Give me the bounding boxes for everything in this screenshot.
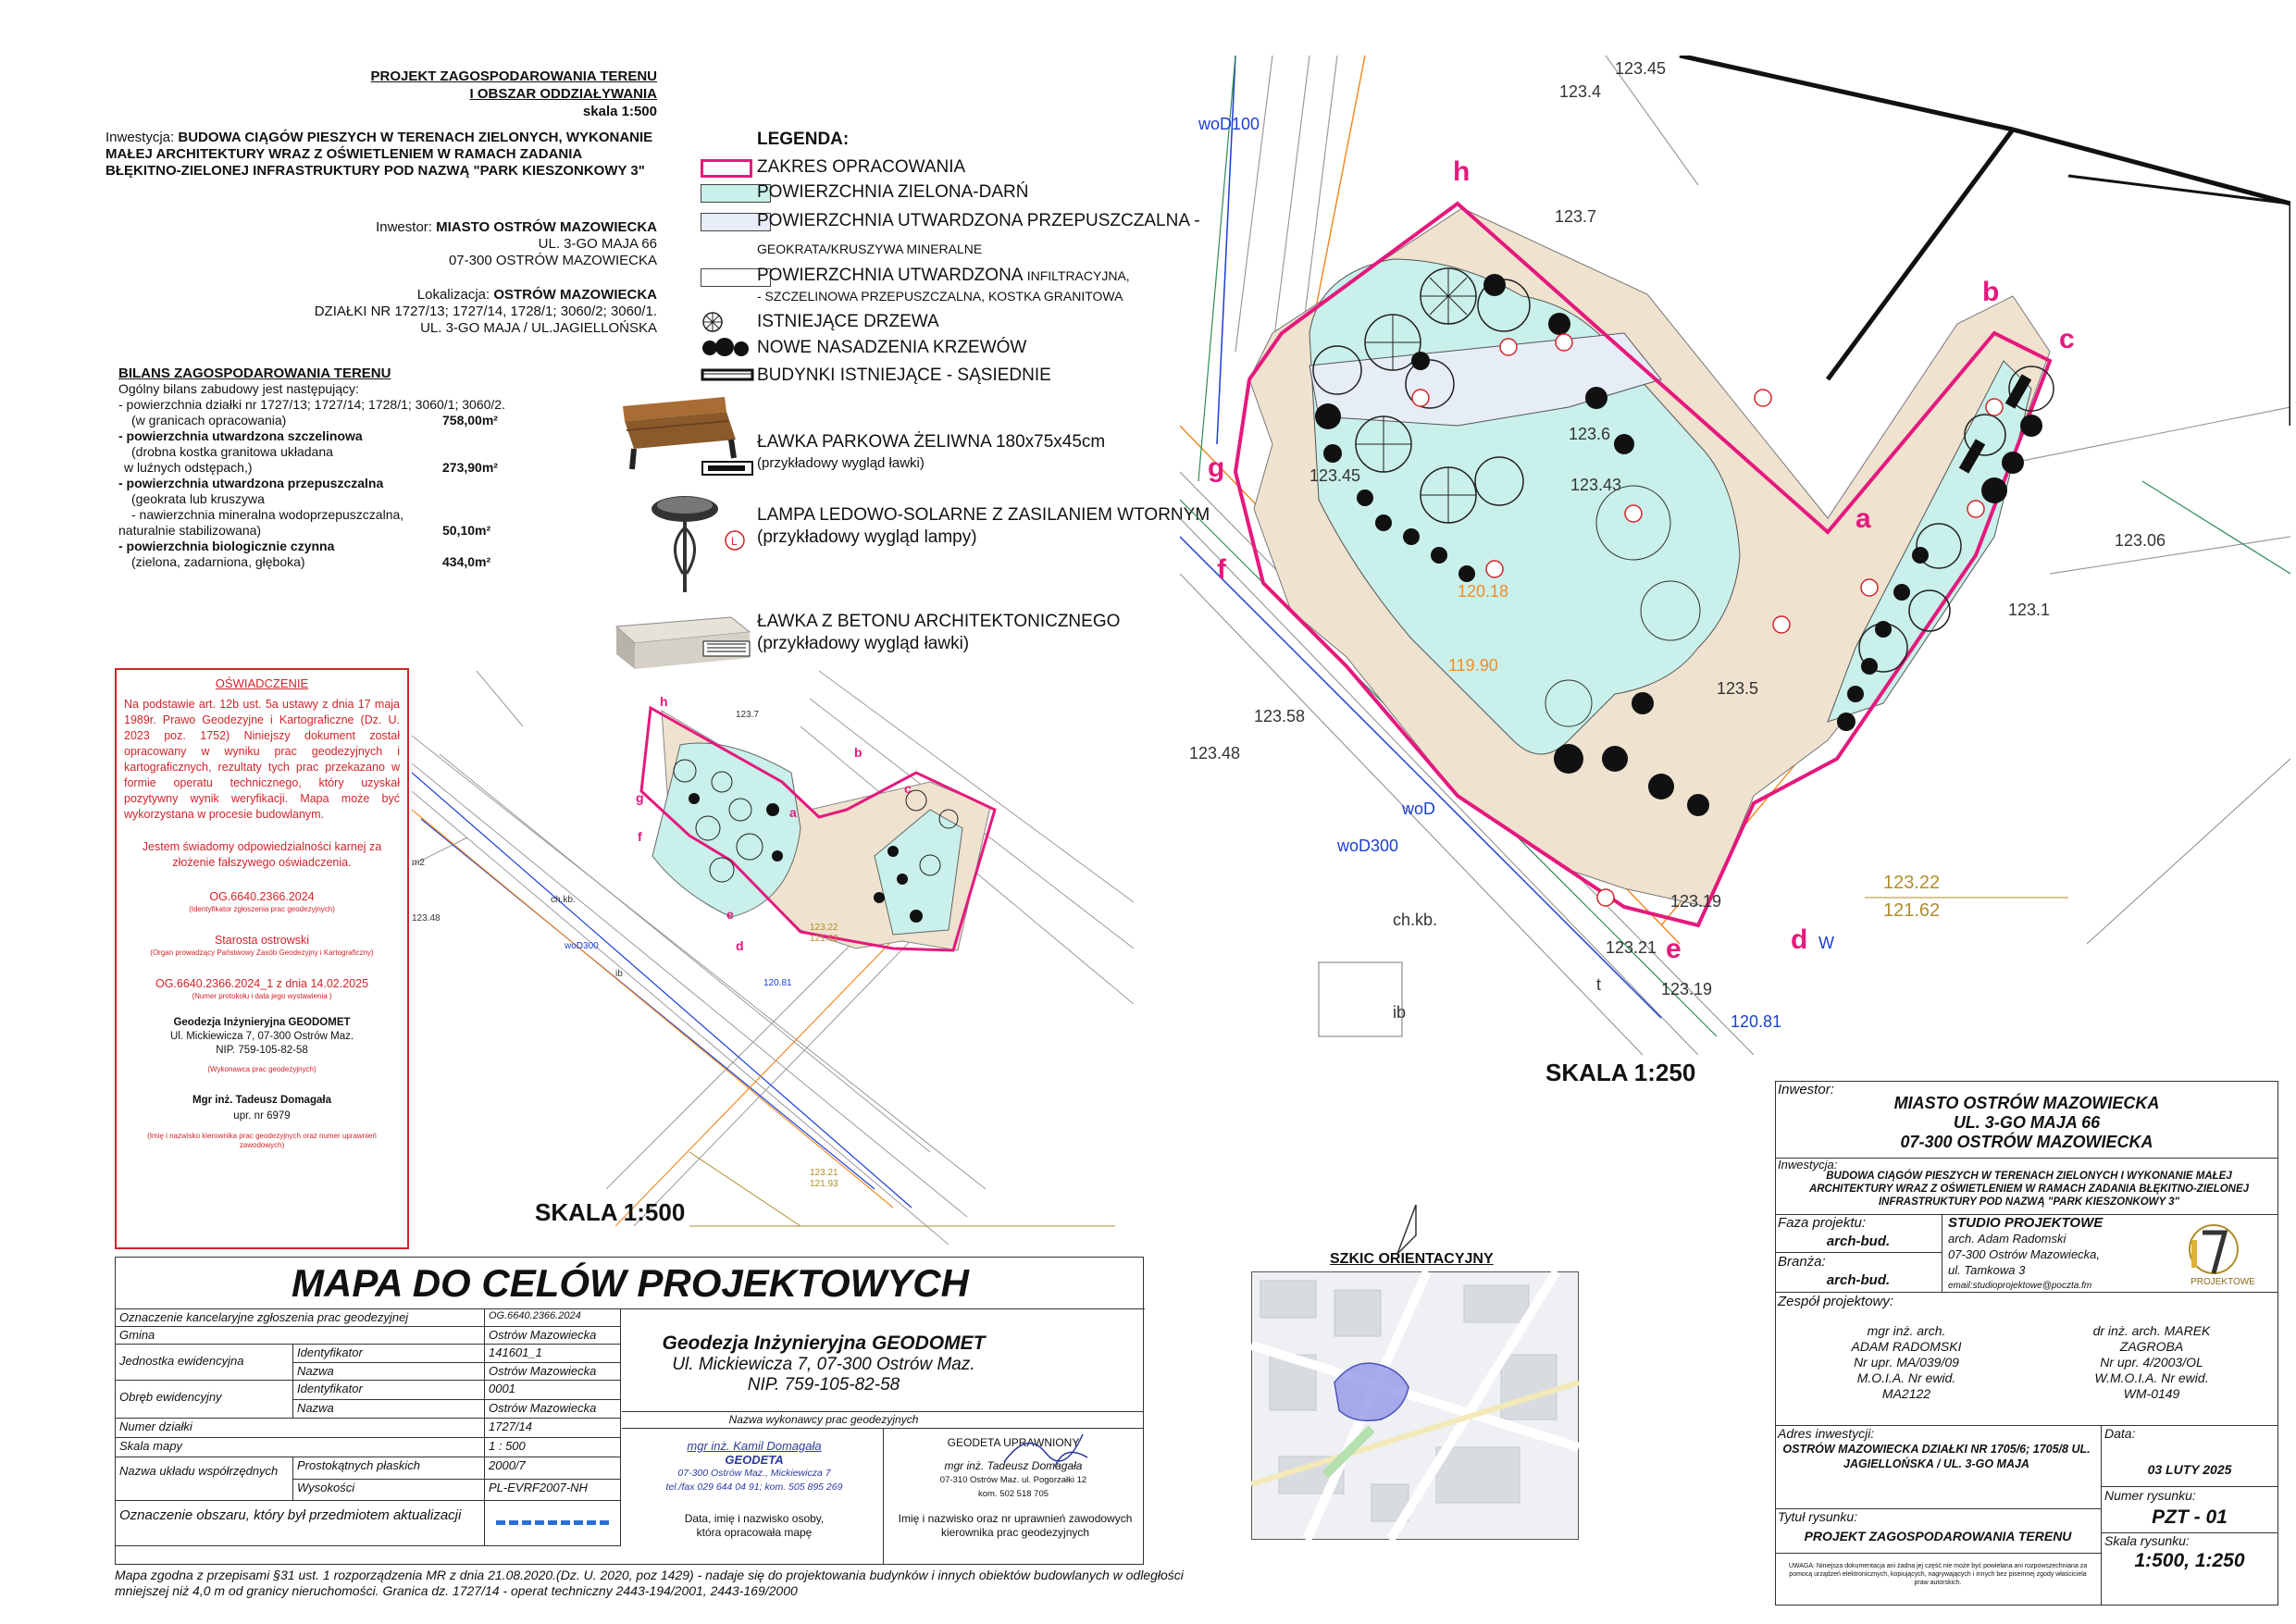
tb-investor-line: UL. 3-GO MAJA 66 — [1953, 1113, 2101, 1132]
tb-studio-line: ul. Tamkowa 3 — [1948, 1263, 2026, 1277]
tb-label: Inwestycja: — [1778, 1158, 1838, 1172]
site-balance — [118, 366, 600, 570]
legend-title: LEGENDA: — [757, 130, 850, 149]
svg-text:ib: ib — [615, 969, 623, 979]
tb-designer-2 — [2045, 1323, 2258, 1402]
svg-text:123.45: 123.45 — [1615, 59, 1667, 78]
balance-intro: Ogólny bilans zabudowy jest następujący: — [118, 381, 359, 396]
tb-designer-line: ADAM RADOMSKI — [1851, 1339, 1962, 1354]
bench-symbol-icon — [701, 459, 756, 477]
svg-text:a: a — [1855, 503, 1871, 534]
tb-label: Numer rysunku: — [2104, 1488, 2196, 1503]
sketch-title: SZKIC ORIENTACYJNY — [1330, 1251, 1494, 1267]
tb-investment: BUDOWA CIĄGÓW PIESZYCH W TERENACH ZIELONYCH I WYKONANIE MAŁEJ ARCHITEKTURY WRAZ Z OŚWIETLENIEM W RAMACH ZADANIA BŁĘKITNO-ZIELONEJ INFRASTRUKTURY POD NAZWĄ "PARK KIESZONKOWY 3" — [1808, 1171, 2250, 1208]
statement-body: Na podstawie art. 12b ust. 5a ustawy z dnia 17 maja 1989r. Prawo Geodezyjne i Kartograficzne (Dz. U. 2023 poz. 1752) Niniejszy dokument został opracowany w wyniku prac geodezyjnych i kartograficznych, rezultaty tych prac przekazano w formie operatu technicznego, który uzyskał pozytywny wynik weryfikacji. Mapa może być wykorzystana w procesie budowlanym. — [124, 698, 400, 821]
tb-label: Inwestor: — [1778, 1082, 1834, 1097]
balance-line: - powierzchnia utwardzona przepuszczalna — [118, 476, 384, 490]
balance-line: - powierzchnia biologicznie czynna — [118, 539, 335, 553]
legend-item: (przykładowy wygląd ławki) — [757, 634, 970, 653]
location-label: Lokalizacja: — [416, 287, 490, 303]
signature-note-1 — [629, 1512, 879, 1540]
svg-text:ch.kb.: ch.kb. — [551, 895, 576, 905]
area-marker-line — [496, 1520, 609, 1525]
legend-item: LAMPA LEDOWO-SOLARNE Z ZASILANIEM WTORNYM — [757, 505, 1210, 525]
svg-text:woD100: woD100 — [1198, 115, 1260, 133]
svg-text:c: c — [904, 781, 912, 796]
building-icon — [701, 366, 756, 385]
table-cell: Oznaczenie obszaru, który był przedmiotem aktualizacji — [115, 1500, 485, 1546]
table-cell: 141601_1 — [484, 1344, 621, 1363]
svg-text:g: g — [636, 790, 644, 805]
tb-designer-line: WM-0149 — [2123, 1386, 2180, 1401]
balance-value: 50,10m² — [442, 523, 491, 538]
table-cell: Jednostka ewidencyjna — [115, 1344, 293, 1381]
investor-name: MIASTO OSTRÓW MAZOWIECKA — [436, 219, 657, 235]
north-arrow-icon — [1379, 1203, 1434, 1258]
statement-note: (Imię i nazwisko kierownika prac geodezyjnych oraz numer uprawnień zawodowych) — [147, 1132, 377, 1149]
legend-item: ŁAWKA PARKOWA ŻELIWNA 180x75x45cm — [757, 432, 1106, 452]
tb-scale: 1:500, 1:250 — [2134, 1550, 2245, 1571]
stamp-line: 07-310 Ostrów Maz. ul. Pogorzałki 12 — [939, 1475, 1087, 1485]
tb-designer-line: M.O.I.A. Nr ewid. — [1856, 1370, 1956, 1385]
svg-text:L: L — [731, 535, 738, 548]
investor-addr1: UL. 3-GO MAJA 66 — [538, 236, 657, 252]
survey-company-note: Nazwa wykonawcy prac geodezyjnych — [728, 1413, 919, 1426]
investment-description — [105, 130, 661, 180]
svg-text:123.22: 123.22 — [810, 923, 838, 933]
tb-label: Branża: — [1778, 1254, 1826, 1270]
legend-item: ZAKRES OPRACOWANIA — [757, 157, 966, 177]
signature-note: która opracowała mapę — [696, 1526, 813, 1539]
tb-label: Faza projektu: — [1778, 1215, 1867, 1231]
svg-text:d: d — [736, 938, 744, 953]
statement-surveyor-perm: upr. nr 6979 — [233, 1110, 291, 1122]
statement-note: (Identyfikator zgłoszenia prac geodezyjnych) — [189, 905, 335, 913]
svg-text:f: f — [638, 829, 642, 844]
svg-text:a: a — [789, 805, 797, 820]
lamp-icon — [648, 490, 722, 597]
table-cell: OG.6640.2366.2024 — [484, 1308, 621, 1327]
svg-text:123.48: 123.48 — [412, 913, 441, 924]
statement-og: OG.6640.2366.2024 — [209, 890, 315, 903]
tb-label: Adres inwestycji: — [1778, 1426, 1875, 1441]
legend-item: GEOKRATA/KRUSZYWA MINERALNE — [757, 242, 983, 256]
stamp-line: mgr inż. Kamil Domagała — [687, 1439, 822, 1453]
site-map-1-500 — [412, 671, 1134, 1245]
table-cell: Nazwa — [292, 1399, 485, 1419]
svg-text:123.58: 123.58 — [1254, 707, 1306, 725]
svg-text:123.21: 123.21 — [1606, 938, 1657, 957]
svg-text:woD300: woD300 — [1337, 837, 1399, 855]
stamp-line: tel./fax 029 644 04 91; kom. 505 895 269 — [665, 1481, 843, 1493]
svg-text:119.90: 119.90 — [1448, 656, 1498, 675]
svg-text:t: t — [1596, 975, 1602, 994]
svg-text:121.62: 121.62 — [810, 934, 838, 944]
table-cell: Identyfikator — [292, 1344, 485, 1363]
tb-investor-line: MIASTO OSTRÓW MAZOWIECKA — [1893, 1094, 2160, 1112]
tb-designer-line: Nr upr. 4/2003/OL — [2100, 1355, 2203, 1370]
legend-item: POWIERZCHNIA UTWARDZONA PRZEPUSZCZALNA - — [757, 211, 1200, 230]
tb-designer-1 — [1805, 1323, 2008, 1402]
table-cell: Ostrów Mazowiecka — [484, 1326, 621, 1345]
location-plots: DZIAŁKI NR 1727/13; 1727/14, 1728/1; 3060/2; 3060/1. — [314, 304, 657, 319]
tb-label: Skala rysunku: — [2104, 1533, 2190, 1548]
svg-text:c: c — [2059, 324, 2075, 354]
legend-item: (przykładowy wygląd lampy) — [757, 527, 977, 547]
legend-item: INFILTRACYJNA, — [1026, 268, 1130, 283]
table-cell: 1 : 500 — [484, 1437, 621, 1457]
tb-phase: arch-bud. — [1826, 1233, 1891, 1249]
table-cell: Nazwa — [292, 1362, 485, 1381]
tb-fine-print: UWAGA: Niniejsza dokumentacja ani żadna jej część nie może być powielana ani rozpowszechniana za pomocą urządzeń elektronicznych, kopiujących, nagrywających i innych bez pisemnej zgody właściciela praw autorskich. — [1788, 1563, 2088, 1586]
statement-note: (Wykonawca prac geodezyjnych) — [207, 1065, 316, 1073]
table-cell: Skala mapy — [115, 1437, 485, 1457]
legend-item: POWIERZCHNIA ZIELONA-DARŃ — [757, 182, 1029, 202]
svg-text:W: W — [1818, 934, 1834, 952]
statement-note: (Numer protokołu i data jego wystawienia ) — [192, 992, 332, 1000]
survey-company-addr: Ul. Mickiewicza 7, 07-300 Ostrów Maz. — [672, 1355, 975, 1374]
legend-item: - SZCZELINOWA PRZEPUSZCZALNA, KOSTKA GRANITOWA — [757, 289, 1123, 304]
survey-company — [629, 1333, 1018, 1395]
svg-text:123.21: 123.21 — [810, 1168, 838, 1178]
svg-text:f: f — [1217, 554, 1226, 585]
table-cell — [484, 1500, 621, 1546]
svg-text:woD300: woD300 — [565, 941, 599, 951]
studio-logo-text: PROJEKTOWE — [2191, 1277, 2255, 1287]
tb-investor-line: 07-300 OSTRÓW MAZOWIECKA — [1900, 1133, 2153, 1151]
svg-text:123.22: 123.22 — [1883, 873, 1941, 893]
svg-text:e: e — [726, 907, 734, 922]
statement-starosta: Starosta ostrowski — [214, 934, 310, 947]
svg-text:e: e — [1666, 934, 1682, 964]
surveyor-stamp-1 — [629, 1439, 879, 1494]
balance-line: - powierzchnia działki nr 1727/13; 1727/14; 1728/1; 3060/1; 3060/2. — [118, 397, 505, 412]
table-cell: PL-EVRF2007-NH — [484, 1479, 621, 1501]
table-cell: Gmina — [115, 1326, 485, 1345]
balance-value: 434,0m² — [442, 554, 491, 569]
survey-company-name: Geodezja Inżynieryjna GEODOMET — [662, 1333, 986, 1354]
tb-branch: arch-bud. — [1826, 1272, 1891, 1288]
investor-label: Inwestor: — [376, 219, 432, 235]
tb-studio-line: arch. Adam Radomski — [1948, 1232, 2066, 1246]
stamp-line: 07-300 Ostrów Maz., Mickiewicza 7 — [677, 1468, 831, 1479]
svg-text:ch.kb.: ch.kb. — [1393, 911, 1438, 929]
survey-company-nip: NIP. 759-105-82-58 — [747, 1375, 900, 1395]
boundary-swatch — [701, 159, 752, 178]
tb-label: Data: — [2104, 1426, 2136, 1441]
svg-text:123.45: 123.45 — [1309, 466, 1361, 485]
tb-designer-line: mgr inż. arch. — [1867, 1323, 1946, 1338]
tb-date: 03 LUTY 2025 — [2147, 1462, 2232, 1477]
table-cell: 0001 — [484, 1380, 621, 1400]
signature-note: kierownika prac geodezyjnych — [940, 1526, 1090, 1539]
signature-note: Imię i nazwisko oraz nr uprawnień zawodowych — [898, 1512, 1133, 1525]
statement-note: (Organ prowadzący Państwowy Zasób Geodezyjny i Kartograficzny) — [150, 948, 374, 957]
site-map-1-250 — [1180, 56, 2290, 1055]
balance-line: (zielona, zadarniona, głęboka) — [131, 554, 305, 569]
tb-drawing-no: PZT - 01 — [2152, 1506, 2228, 1528]
balance-line: - powierzchnia utwardzona szczelinowa — [118, 428, 363, 443]
balance-line: naturalnie stabilizowana) — [118, 523, 262, 538]
legend-item: BUDYNKI ISTNIEJĄCE - SĄSIEDNIE — [757, 366, 1051, 385]
balance-line: - nawierzchnia mineralna wodoprzepuszczalna, — [131, 507, 404, 522]
project-scale: skala 1:500 — [582, 104, 657, 119]
statement-box — [115, 668, 409, 1249]
stamp-line: kom. 502 518 705 — [977, 1489, 1049, 1499]
stamp-line: GEODETA UPRAWNIONY — [947, 1436, 1080, 1449]
tb-studio-line: email:studioprojektowe@poczta.fm — [1948, 1281, 2092, 1291]
tree-icon — [701, 311, 756, 333]
table-cell: Obręb ewidencyjny — [115, 1380, 293, 1419]
svg-text:123.43: 123.43 — [1570, 476, 1622, 494]
table-cell: Prostokątnych płaskich — [292, 1457, 485, 1480]
tb-designer-line: ZAGROBA — [2119, 1339, 2184, 1354]
balance-line: (geokrata lub kruszywa — [131, 491, 265, 506]
tb-studio — [1948, 1215, 2103, 1294]
svg-text:123.06: 123.06 — [2115, 531, 2166, 550]
svg-text:123.7: 123.7 — [1555, 207, 1597, 226]
survey-sheet-title: MAPA DO CELÓW PROJEKTOWYCH — [292, 1261, 969, 1305]
legend-item: NOWE NASADZENIA KRZEWÓW — [757, 338, 1027, 357]
statement-aware: Jestem świadomy odpowiedzialności karnej za złożenie fałszywego oświadczenia. — [142, 840, 382, 869]
tb-studio-line: 07-300 Ostrów Mazowiecka, — [1948, 1247, 2101, 1261]
svg-text:120.81: 120.81 — [1731, 1012, 1782, 1031]
scale-label-500: SKALA 1:500 — [535, 1198, 686, 1226]
orientation-sketch-map — [1251, 1271, 1579, 1540]
svg-text:123.19: 123.19 — [1661, 980, 1713, 998]
investment-label: Inwestycja: — [105, 130, 175, 145]
svg-text:121.93: 121.93 — [810, 1179, 838, 1189]
svg-text:123.4: 123.4 — [1559, 82, 1602, 101]
statement-company: Geodezja Inżynieryjna GEODOMET — [173, 1017, 351, 1028]
svg-text:g: g — [1208, 452, 1225, 483]
table-cell: Nazwa układu współrzędnych — [115, 1457, 293, 1501]
statement-surveyor: Mgr inż. Tadeusz Domagała — [192, 1095, 331, 1106]
svg-text:h: h — [1453, 156, 1471, 187]
stamp-line: mgr inż. Tadeusz Domagała — [944, 1459, 1083, 1472]
svg-text:123.7: 123.7 — [736, 710, 760, 720]
svg-text:120.18: 120.18 — [1458, 582, 1509, 601]
legend-item: POWIERZCHNIA UTWARDZONA — [757, 266, 1023, 285]
project-title: PROJEKT ZAGOSPODAROWANIA TERENU — [370, 68, 657, 84]
tb-investor — [1775, 1094, 2278, 1152]
svg-text:123.6: 123.6 — [1569, 425, 1611, 443]
stamp-line: GEODETA — [725, 1453, 784, 1467]
table-cell: Oznaczenie kancelaryjne zgłoszenia prac geodezyjnej — [115, 1308, 485, 1327]
location-block — [213, 287, 657, 337]
shrub-icon — [701, 336, 756, 360]
tb-designer-line: dr inż. arch. MAREK — [2092, 1323, 2211, 1338]
table-cell: 2000/7 — [484, 1457, 621, 1480]
lamp-symbol-icon — [722, 527, 748, 553]
balance-value: 273,90m² — [442, 460, 498, 475]
tb-designer-line: W.M.O.I.A. Nr ewid. — [2094, 1370, 2209, 1385]
legend-item: ISTNIEJĄCE DRZEWA — [757, 312, 939, 331]
balance-line: (w granicach opracowania) — [131, 413, 287, 428]
tb-label: Zespół projektowy: — [1778, 1294, 1894, 1309]
tb-drawing-title: PROJEKT ZAGOSPODAROWANIA TERENU — [1804, 1529, 2072, 1543]
svg-text:123.5: 123.5 — [1717, 679, 1759, 698]
statement-company-addr: Ul. Mickiewicza 7, 07-300 Ostrów Maz. — [169, 1031, 354, 1042]
balance-title: BILANS ZAGOSPODAROWANIA TERENU — [118, 366, 391, 381]
table-cell: Ostrów Mazowiecka — [484, 1399, 621, 1419]
investor-addr2: 07-300 OSTRÓW MAZOWIECKA — [448, 253, 657, 268]
svg-text:woD: woD — [1402, 800, 1436, 818]
tb-label: Tytuł rysunku: — [1778, 1509, 1858, 1524]
svg-text:121.62: 121.62 — [1883, 900, 1941, 921]
location-name: OSTRÓW MAZOWIECKA — [493, 287, 657, 303]
table-cell: Identyfikator — [292, 1380, 485, 1400]
svg-text:b: b — [854, 745, 863, 760]
svg-text:d: d — [1791, 924, 1808, 955]
tb-designer-line: Nr upr. MA/039/09 — [1854, 1355, 1959, 1370]
balance-value: 758,00m² — [442, 413, 498, 428]
investment-text: BUDOWA CIĄGÓW PIESZYCH W TERENACH ZIELONYCH, WYKONANIE MAŁEJ ARCHITEKTURY WRAZ Z OŚWIETLENIEM W RAMACH ZADANIA BŁĘKITNO-ZIELONEJ INFRASTRUKTURY POD NAZWĄ "PARK KIESZONKOWY 3" — [105, 130, 653, 179]
svg-text:120.81: 120.81 — [763, 978, 792, 988]
signature-note-2 — [887, 1512, 1144, 1540]
svg-text:123.19: 123.19 — [1670, 892, 1722, 911]
scale-label-250: SKALA 1:250 — [1545, 1059, 1696, 1086]
legend-item: (przykładowy wygląd ławki) — [757, 455, 925, 471]
svg-text:123.48: 123.48 — [1189, 744, 1241, 762]
project-subtitle: I OBSZAR ODDZIAŁYWANIA — [469, 86, 657, 102]
investor-block — [213, 219, 657, 269]
statement-company-nip: NIP. 759-105-82-58 — [216, 1045, 308, 1056]
tb-address: OSTRÓW MAZOWIECKA DZIAŁKI NR 1705/6; 1705/8 UL. JAGIELLOŃSKA / UL. 3-GO MAJA — [1782, 1443, 2091, 1470]
tb-designer-line: MA2122 — [1881, 1386, 1931, 1401]
table-cell: 1727/14 — [484, 1418, 621, 1438]
balance-line: w luźnych odstępach,) — [124, 460, 253, 475]
tb-studio-name: STUDIO PROJEKTOWE — [1948, 1215, 2104, 1231]
svg-text:123.1: 123.1 — [2008, 601, 2051, 619]
svg-text:m2: m2 — [412, 858, 425, 868]
balance-line: (drobna kostka granitowa układana — [131, 444, 333, 459]
svg-text:ib: ib — [1393, 1003, 1407, 1022]
concrete-bench-icon — [611, 606, 759, 671]
statement-title: OŚWIADCZENIE — [215, 676, 309, 690]
table-cell: Ostrów Mazowiecka — [484, 1362, 621, 1381]
location-streets: UL. 3-GO MAJA / UL.JAGIELLOŃSKA — [420, 320, 657, 336]
table-cell: Wysokości — [292, 1479, 485, 1501]
statement-protocol: OG.6640.2366.2024_1 z dnia 14.02.2025 — [155, 977, 369, 990]
survey-footer: Mapa zgodna z przepisami §31 ust. 1 rozporządzenia MR z dnia 21.08.2020.(Dz. U. 2020, poz 1429) - nadaje się do projektowania budynków i innych obiektów budowlanych w odległości mniejszej niż 4,0 m od granicy nieruchomości. Granica dz. 1727/14 - operat techniczny 2443-194/2001, 2443-169/2000 — [115, 1568, 1184, 1598]
signature-note: Data, imię i nazwisko osoby, — [684, 1512, 825, 1525]
signature-mark — [999, 1425, 1111, 1471]
svg-text:h: h — [660, 694, 668, 709]
table-cell: Numer działki — [115, 1418, 485, 1438]
svg-text:b: b — [1982, 277, 2000, 307]
legend-item: ŁAWKA Z BETONU ARCHITEKTONICZNEGO — [757, 612, 1121, 631]
